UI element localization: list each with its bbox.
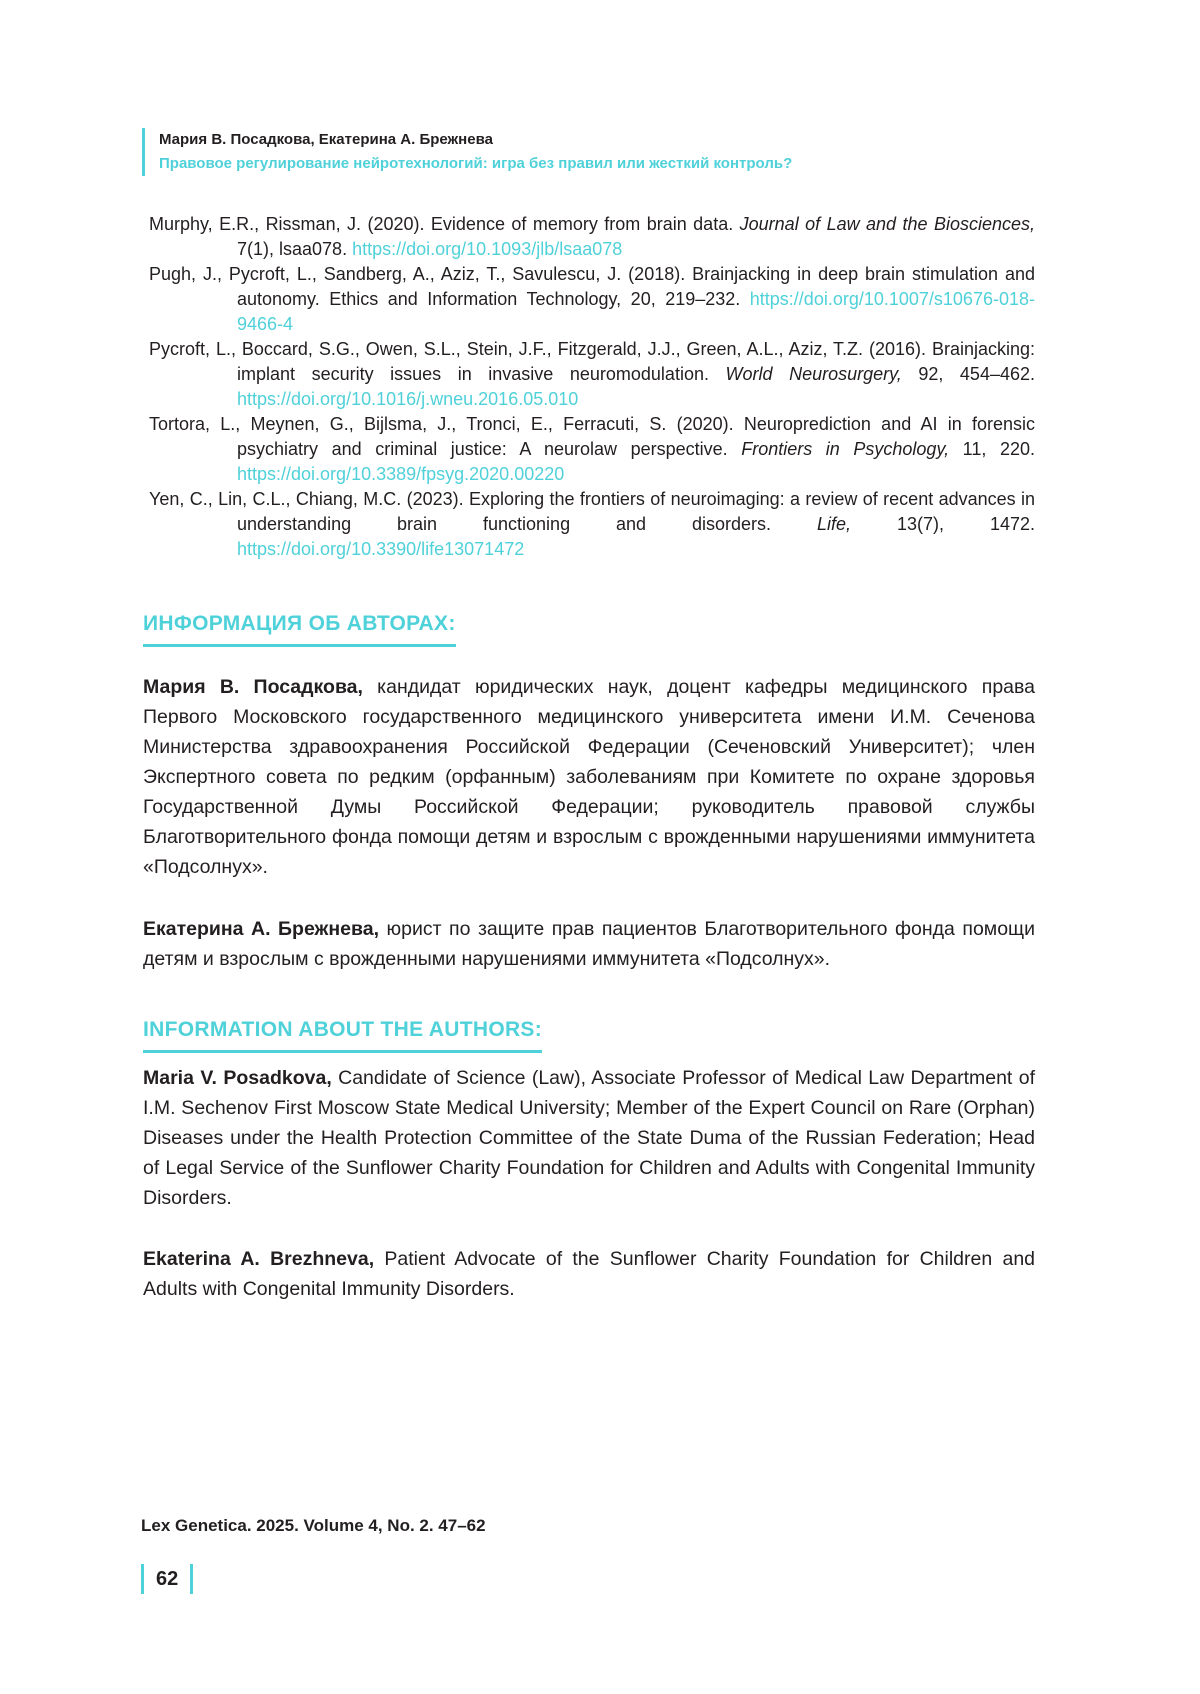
reference-text: Tortora, L., Meynen, G., Bijlsma, J., Tronci, E., Ferracuti, S. (2020). Neuroprediction and AI in forensic psychiatry and criminal justice: A neurolaw perspective.: [149, 414, 1035, 459]
reference-item: [149, 262, 1035, 337]
reference-text: Pugh, J., Pycroft, L., Sandberg, A., Aziz, T., Savulescu, J. (2018). Brainjacking in deep brain stimulation and autonomy. Ethics and Information Technology, 20, 219–232.: [149, 264, 1035, 309]
author-bio-brezhneva-ru: [143, 914, 1035, 974]
author-description: Patient Advocate of the Sunflower Charity Foundation for Children and Adults with Congenital Immunity Disorders.: [143, 1248, 1036, 1300]
reference-tail: 92, 454–462.: [901, 364, 1036, 384]
reference-item: [149, 337, 1035, 412]
reference-item: [149, 412, 1035, 487]
reference-tail: 11, 220.: [949, 439, 1035, 459]
reference-list: [149, 212, 1035, 562]
author-name: Мария В. Посадкова,: [143, 676, 363, 698]
reference-tail: 13(7), 1472.: [851, 514, 1035, 534]
running-header: [142, 128, 1059, 176]
author-description: кандидат юридических наук, доцент кафедры медицинского права Первого Московского государственного медицинского университета имени И.М. Сеченова Министерства здравоохранения Российской Федерации (Сеченовский Университет); член Экспертного совета по редким (орфанным) заболеваниям при Комитете по охране здоровья Государственной Думы Российской Федерации; руководитель правовой службы Благотворительного фонда помощи детям и взрослым с врожденными нарушениями иммунитета «Подсолнух».: [143, 676, 1035, 878]
author-description: юрист по защите прав пациентов Благотворительного фонда помощи детям и взрослым с врожденными нарушениями иммунитета «Подсолнух».: [143, 918, 1035, 970]
reference-journal: World Neurosurgery,: [725, 364, 902, 384]
reference-journal: Life,: [817, 514, 852, 534]
author-name: Maria V. Posadkova,: [143, 1067, 332, 1089]
reference-journal: Journal of Law and the Biosciences,: [739, 214, 1035, 234]
reference-text: Pycroft, L., Boccard, S.G., Owen, S.L., Stein, J.F., Fitzgerald, J.J., Green, A.L., Aziz, T.Z. (2016). Brainjacking: implant security issues in invasive neuromodulation.: [149, 339, 1035, 384]
reference-tail: 7(1), lsaa078.: [237, 239, 353, 259]
page-number: 62: [141, 1564, 193, 1594]
authors-info-heading-ru: ИНФОРМАЦИЯ ОБ АВТОРАХ:: [143, 612, 456, 647]
header-authors: Мария В. Посадкова, Екатерина А. Брежнева: [159, 131, 493, 148]
header-article-title: Правовое регулирование нейротехнологий: игра без правил или жесткий контроль?: [159, 155, 793, 172]
reference-journal: Frontiers in Psychology,: [741, 439, 950, 459]
reference-item: [149, 212, 1035, 262]
reference-doi-link[interactable]: https://doi.org/10.3390/life13071472: [237, 539, 525, 559]
reference-doi-link[interactable]: https://doi.org/10.1007/s10676-018-9466-4: [237, 289, 1035, 334]
reference-doi-link[interactable]: https://doi.org/10.1093/jlb/lsaa078: [352, 239, 623, 259]
author-bio-brezhneva-en: [143, 1244, 1035, 1304]
reference-doi-link[interactable]: https://doi.org/10.3389/fpsyg.2020.00220: [237, 464, 565, 484]
author-description: Candidate of Science (Law), Associate Professor of Medical Law Department of I.M. Sechenov First Moscow State Medical University; Member of the Expert Council on Rare (Orphan) Diseases under the Health Protection Committee of the State Duma of the Russian Federation; Head of Legal Service of the Sunflower Charity Foundation for Children and Adults with Congenital Immunity Disorders.: [143, 1067, 1035, 1209]
author-bio-posadkova-en: [143, 1063, 1035, 1213]
author-bio-posadkova-ru: [143, 672, 1035, 882]
reference-item: [149, 487, 1035, 562]
reference-doi-link[interactable]: https://doi.org/10.1016/j.wneu.2016.05.010: [237, 389, 579, 409]
journal-citation-footer: Lex Genetica. 2025. Volume 4, No. 2. 47–62: [141, 1516, 486, 1535]
reference-text: Yen, C., Lin, C.L., Chiang, M.C. (2023). Exploring the frontiers of neuroimaging: a review of recent advances in understanding brain functioning and disorders.: [149, 489, 1035, 534]
author-name: Екатерина А. Брежнева,: [143, 918, 379, 940]
reference-text: Murphy, E.R., Rissman, J. (2020). Evidence of memory from brain data.: [149, 214, 740, 234]
author-name: Ekaterina A. Brezhneva,: [143, 1248, 375, 1270]
authors-info-heading-en: INFORMATION ABOUT THE AUTHORS:: [143, 1018, 542, 1053]
